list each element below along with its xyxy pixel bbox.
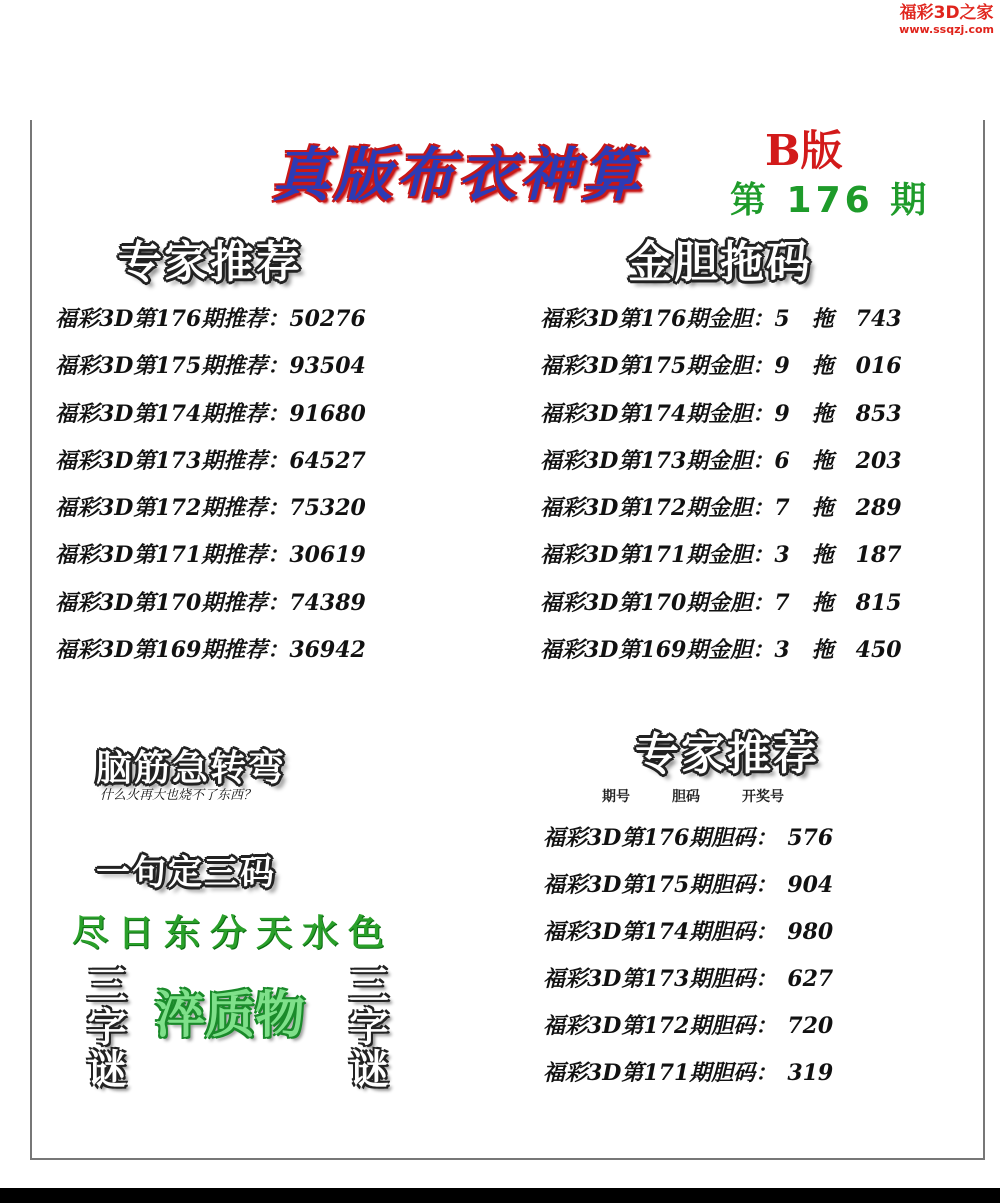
poster-title: 真版布衣神算: [272, 141, 645, 209]
phrase-line: 尽日东分天水色: [72, 913, 395, 954]
phrase-answer: 淬质物: [155, 985, 305, 1044]
item-label: 福彩3D第175期胆码：: [543, 872, 778, 898]
item-label: 福彩3D第172期胆码：: [543, 1013, 778, 1039]
item-value: 319: [787, 1060, 834, 1086]
list-item: [540, 580, 902, 627]
list-item: [540, 343, 902, 390]
column-header: 胆码: [672, 789, 700, 805]
list-item: [55, 580, 366, 627]
item-label: 福彩3D第174期金胆：: [540, 400, 775, 427]
dan-value: 3: [774, 637, 790, 664]
dan-value: 7: [774, 589, 790, 616]
item-value: 93504: [289, 353, 366, 380]
vertical-char: 字: [349, 1005, 389, 1051]
list-item: [55, 296, 366, 343]
list-item: [55, 438, 366, 485]
vertical-char: 谜: [87, 1047, 127, 1093]
item-label: 福彩3D第173期胆码：: [543, 966, 778, 992]
vertical-char: 字: [87, 1005, 127, 1051]
drag-label: 拖: [811, 306, 834, 332]
dan-value: 9: [774, 353, 790, 380]
vertical-char: 三: [87, 963, 127, 1009]
list-item: [543, 1050, 833, 1097]
item-label: 福彩3D第171期推荐：: [55, 542, 290, 569]
drag-label: 拖: [811, 447, 834, 474]
item-value: 720: [787, 1013, 834, 1039]
three-char-riddle-right: [344, 965, 394, 1091]
list-item: [543, 862, 833, 909]
list-item: [543, 956, 833, 1003]
vertical-char: 三: [349, 963, 389, 1009]
list-item: [55, 343, 366, 390]
item-label: 福彩3D第176期胆码：: [543, 825, 778, 851]
item-value: 74389: [289, 589, 366, 616]
expert-recommend-2-heading: 专家推荐: [635, 729, 819, 780]
riddle-question: 什么火再大也烧不了东西？: [100, 788, 257, 803]
list-item: [55, 532, 366, 579]
item-label: 福彩3D第176期金胆：: [540, 306, 775, 332]
item-value: 904: [787, 872, 834, 898]
dan-value: 7: [774, 495, 790, 522]
item-value: 91680: [289, 400, 366, 427]
list-item: [540, 438, 902, 485]
list-item: [543, 815, 833, 862]
item-label: 福彩3D第172期金胆：: [540, 495, 775, 522]
list-item: [55, 485, 366, 532]
drag-label: 拖: [811, 495, 834, 522]
drag-label: 拖: [811, 589, 834, 616]
list-item: [55, 391, 366, 438]
issue-number: 第 176 期: [730, 180, 931, 221]
expert-recommend-2-list: [543, 815, 833, 1097]
item-label: 福彩3D第173期金胆：: [540, 447, 775, 474]
list-item: [540, 391, 902, 438]
item-label: 福彩3D第170期金胆：: [540, 589, 775, 616]
item-label: 福彩3D第174期推荐：: [55, 400, 290, 427]
column-headers: [602, 786, 826, 806]
tuo-value: 815: [855, 589, 902, 616]
item-label: 福彩3D第172期推荐：: [55, 495, 290, 522]
drag-label: 拖: [811, 400, 834, 427]
item-label: 福彩3D第169期推荐：: [55, 637, 290, 664]
drag-label: 拖: [811, 542, 834, 569]
item-label: 福彩3D第170期推荐：: [55, 589, 290, 616]
list-item: [55, 627, 366, 674]
vertical-char: 谜: [349, 1047, 389, 1093]
item-value: 576: [787, 825, 834, 851]
list-item: [540, 627, 902, 674]
item-label: 福彩3D第176期推荐：: [55, 306, 290, 332]
watermark-url: www.ssqzj.com: [899, 22, 994, 36]
list-item: [543, 909, 833, 956]
list-item: [543, 1003, 833, 1050]
drag-label: 拖: [811, 353, 834, 380]
tuo-value: 450: [855, 637, 902, 664]
dan-value: 9: [774, 400, 790, 427]
expert-recommend-heading: 专家推荐: [118, 237, 302, 288]
edition-badge: B版: [765, 126, 843, 175]
list-item: [540, 296, 902, 343]
phrase-heading: 一句定三码: [96, 853, 276, 893]
site-watermark: [899, 4, 994, 36]
expert-recommend-list: [55, 296, 366, 674]
three-char-riddle-left: [82, 965, 132, 1091]
item-label: 福彩3D第175期金胆：: [540, 353, 775, 380]
golden-drag-heading: 金胆拖码: [628, 237, 812, 288]
item-value: 30619: [289, 542, 366, 569]
item-value: 627: [787, 966, 834, 992]
watermark-title: 福彩3D之家: [899, 3, 994, 23]
item-value: 64527: [289, 447, 366, 474]
tuo-value: 203: [855, 447, 902, 474]
tuo-value: 187: [855, 542, 902, 569]
tuo-value: 016: [855, 353, 902, 380]
tuo-value: 853: [855, 400, 902, 427]
column-header: 期号: [602, 789, 630, 805]
item-value: 36942: [289, 637, 366, 664]
item-value: 50276: [289, 306, 366, 332]
item-value: 980: [787, 919, 834, 945]
tuo-value: 743: [855, 306, 902, 332]
drag-label: 拖: [811, 637, 834, 664]
item-label: 福彩3D第173期推荐：: [55, 447, 290, 474]
riddle-heading: 脑筋急转弯: [96, 748, 287, 789]
golden-drag-list: [540, 296, 902, 674]
item-label: 福彩3D第171期金胆：: [540, 542, 775, 569]
list-item: [540, 485, 902, 532]
dan-value: 5: [774, 306, 790, 332]
item-label: 福彩3D第174期胆码：: [543, 919, 778, 945]
item-label: 福彩3D第175期推荐：: [55, 353, 290, 380]
list-item: [540, 532, 902, 579]
item-label: 福彩3D第171期胆码：: [543, 1060, 778, 1086]
column-header: 开奖号: [742, 789, 784, 805]
dan-value: 3: [774, 542, 790, 569]
tuo-value: 289: [855, 495, 902, 522]
dan-value: 6: [774, 447, 790, 474]
item-value: 75320: [289, 495, 366, 522]
item-label: 福彩3D第169期金胆：: [540, 637, 775, 664]
bottom-border: [0, 1188, 1000, 1203]
